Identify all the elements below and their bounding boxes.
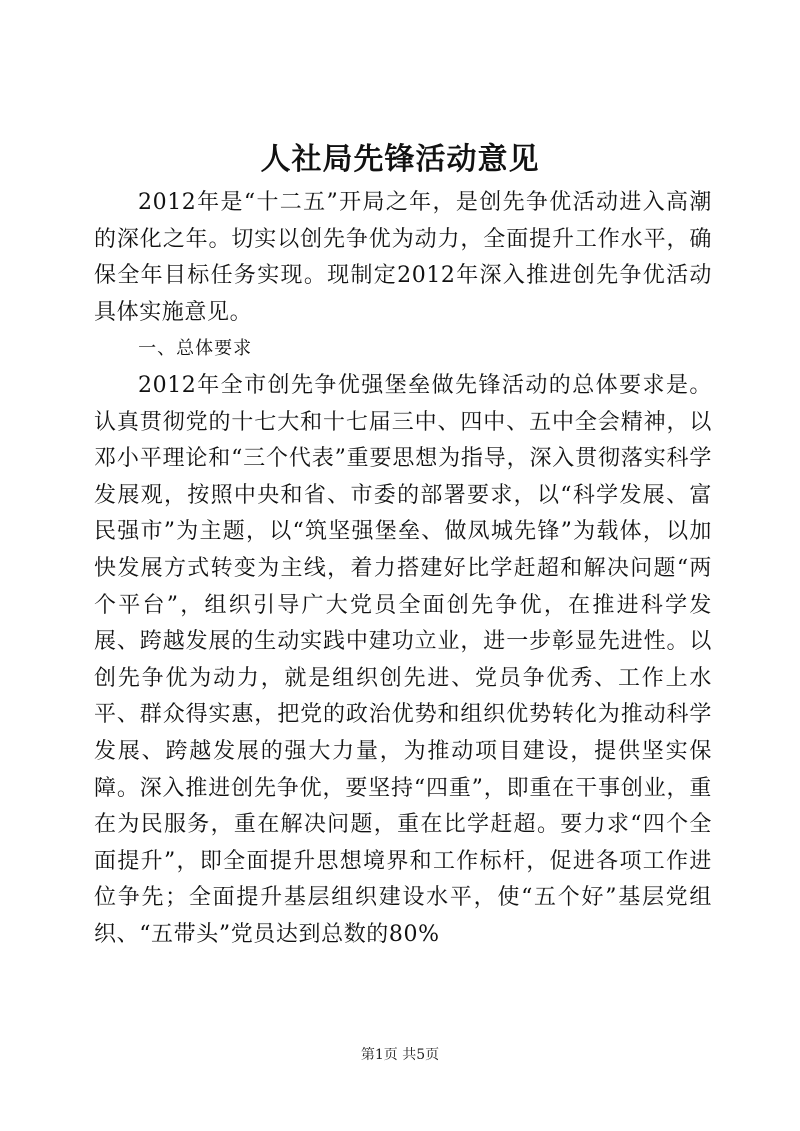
document-body — [94, 185, 712, 953]
document-title: 人社局先锋活动意见 — [260, 142, 540, 177]
section-heading: 一、总体要求 — [138, 338, 253, 360]
intro-paragraph: 2012年是“十二五”开局之年，是创先争优活动进入高潮的深化之年。切实以创先争优为动力，全面提升工作水平，确保全年目标任务实现。现制定2012年深入推进创先争优活动具体实施意见。 — [94, 190, 712, 325]
page-footer: 第1页 共5页 — [360, 1047, 440, 1063]
requirements-paragraph: 2012年全市创先争优强堡垒做先锋活动的总体要求是。认真贯彻党的十七大和十七届三中、四中、五中全会精神，以邓小平理论和“三个代表”重要思想为指导，深入贯彻落实科学发展观，按照中央和省、市委的部署要求，以“科学发展、富民强市”为主题，以“筑坚强堡垒、做凤城先锋”为载体，以加快发展方式转变为主线，着力搭建好比学赶超和解决问题“两个平台”，组织引导广大党员全面创先争优，在推进科学发展、跨越发展的生动实践中建功立业，进一步彰显先进性。以创先争优为动力，就是组织创先进、党员争优秀、工作上水平、群众得实惠，把党的政治优势和组织优势转化为推动科学发展、跨越发展的强大力量，为推动项目建设，提供坚实保障。深入推进创先争优，要坚持“四重”，即重在干事创业，重在为民服务，重在解决问题，重在比学赶超。要力求“四个全面提升”，即全面提升思想境界和工作标杆，促进各项工作进位争先；全面提升基层组织建设水平，使“五个好”基层党组织、“五带头”党员达到总数的80% — [94, 372, 712, 947]
